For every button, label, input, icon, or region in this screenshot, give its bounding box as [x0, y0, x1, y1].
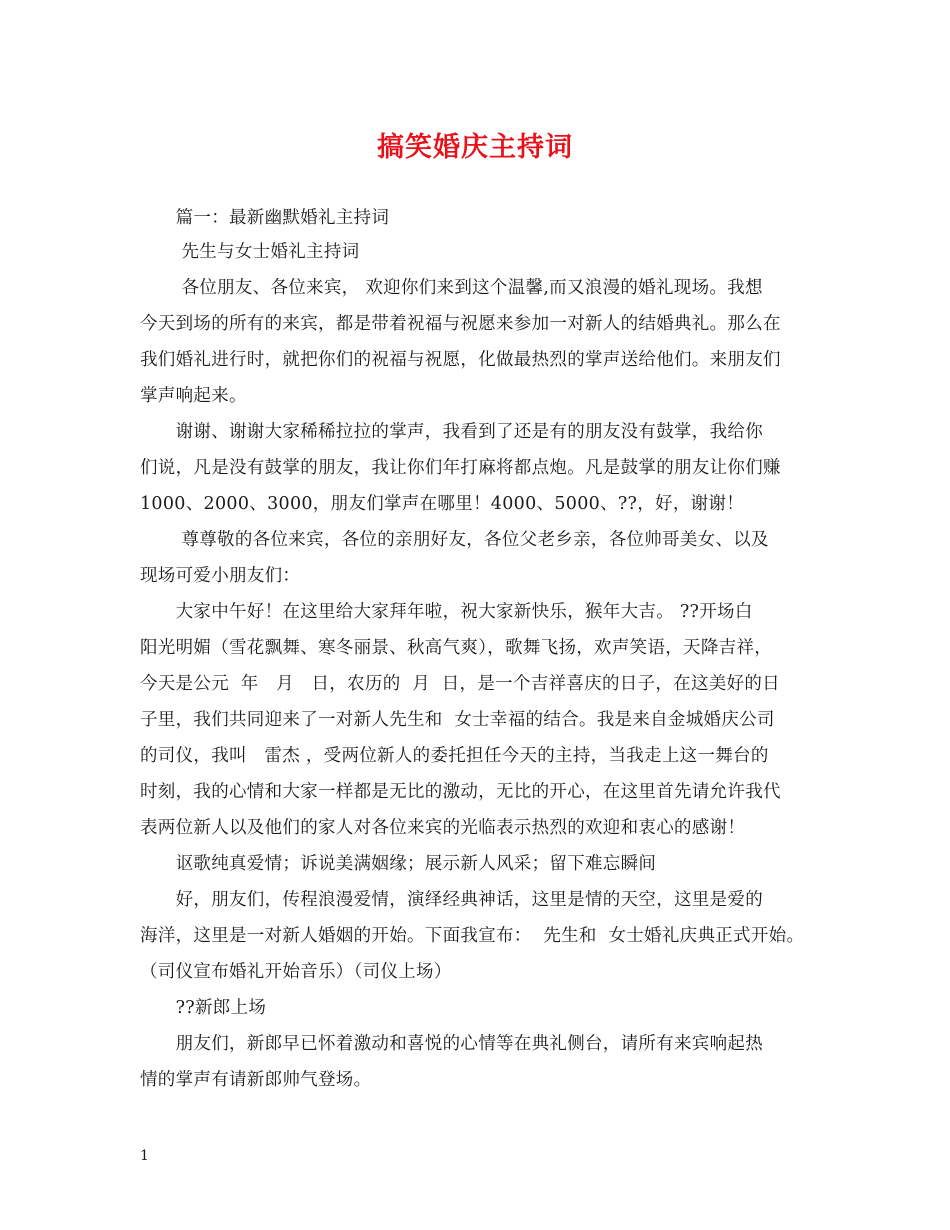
text-line: 各位朋友、各位来宾， 欢迎你们来到这个温馨,而又浪漫的婚礼现场。我想: [140, 278, 763, 298]
text-line: 尊尊敬的各位来宾，各位的亲朋好友，各位父老乡亲，各位帅哥美女、以及: [140, 530, 769, 550]
text-line: 情的掌声有请新郎帅气登场。: [140, 1070, 372, 1090]
text-line: （司仪宣布婚礼开始音乐）（司仪上场）: [140, 962, 452, 982]
text-line: 篇一：最新幽默婚礼主持词: [140, 208, 390, 228]
text-line: 先生与女士婚礼主持词: [140, 242, 360, 262]
text-line: 现场可爱小朋友们：: [140, 566, 301, 586]
text-line: 今天到场的所有的来宾，都是带着祝福与祝愿来参加一对新人的结婚典礼。那么在: [140, 314, 781, 334]
text-line: 好，朋友们，传程浪漫爱情，演绎经典神话，这里是情的天空，这里是爱的: [140, 890, 763, 910]
text-line: 子里，我们共同迎来了一对新人先生和 女士幸福的结合。我是来自金城婚庆公司: [140, 710, 775, 730]
text-line: 大家中午好！在这里给大家拜年啦，祝大家新快乐，猴年大吉。 ??开场白: [140, 602, 753, 622]
page-number: 1: [140, 1148, 149, 1164]
text-line: 谢谢、谢谢大家稀稀拉拉的掌声，我看到了还是有的朋友没有鼓掌，我给你: [140, 422, 763, 442]
text-line: 阳光明媚（雪花飘舞、寒冬丽景、秋高气爽），歌舞飞扬，欢声笑语，天降吉祥，: [140, 638, 773, 658]
document-title: 搞笑婚庆主持词: [377, 132, 573, 163]
text-line: 今天是公元 年 月 日，农历的 月 日，是一个吉祥喜庆的日子，在这美好的日: [140, 674, 780, 694]
text-line: 讴歌纯真爱情；诉说美满姻缘；展示新人风采；留下难忘瞬间: [140, 854, 657, 874]
text-line: 我们婚礼进行时，就把你们的祝福与祝愿，化做最热烈的掌声送给他们。来朋友们: [140, 350, 781, 370]
text-line: 表两位新人以及他们的家人对各位来宾的光临表示热烈的欢迎和衷心的感谢！: [140, 818, 746, 838]
text-line: 1000、2000、3000，朋友们掌声在哪里！4000、5000、??，好，谢谢！: [140, 494, 745, 514]
text-line: 掌声响起来。: [140, 386, 247, 406]
text-line: 朋友们，新郎早已怀着激动和喜悦的心情等在典礼侧台，请所有来宾响起热: [140, 1034, 763, 1054]
text-line: 的司仪，我叫 雷杰 ，受两位新人的委托担任今天的主持，当我走上这一舞台的: [140, 746, 769, 766]
text-line: 们说，凡是没有鼓掌的朋友，我让你们年打麻将都点炮。凡是鼓掌的朋友让你们赚: [140, 458, 781, 478]
text-line: ??新郎上场: [140, 998, 267, 1018]
text-line: 时刻，我的心情和大家一样都是无比的激动，无比的开心，在这里首先请允许我代: [140, 782, 781, 802]
text-line: 海洋，这里是一对新人婚姻的开始。下面我宣布： 先生和 女士婚礼庆典正式开始。: [140, 926, 805, 946]
